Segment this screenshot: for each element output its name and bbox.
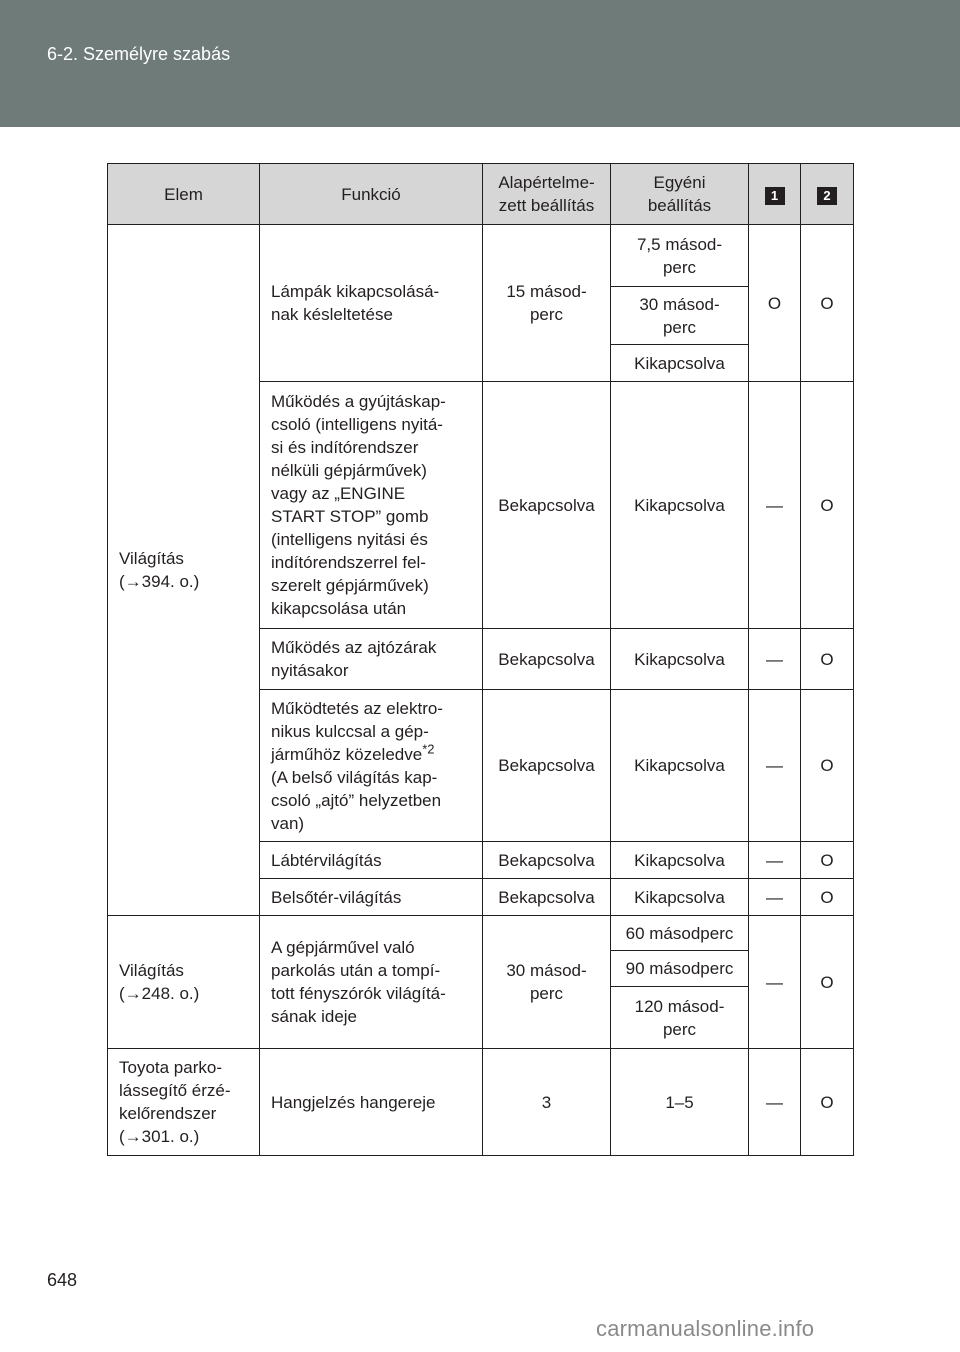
mark-2-cell: O (801, 879, 854, 916)
function-cell: Működés az ajtózárak nyitásakor (260, 629, 483, 690)
default-cell: Bekapcsolva (483, 382, 611, 629)
table-row (108, 225, 854, 287)
column-header-elem: Elem (108, 164, 260, 225)
badge-1-icon: 1 (765, 187, 785, 205)
option-cell: Kikapcsolva (611, 690, 749, 842)
default-cell: 3 (483, 1049, 611, 1156)
column-header-funkcio: Funkció (260, 164, 483, 225)
option-cell: 60 másodperc (611, 916, 749, 951)
watermark: carmanualsonline.info (596, 1316, 815, 1341)
page-header (0, 0, 960, 127)
function-cell: Lábtérvilágítás (260, 842, 483, 879)
table-header-row (108, 164, 854, 225)
mark-1-cell: — (749, 842, 801, 879)
column-header-custom-label: Egyéni beállítás (647, 173, 712, 215)
customization-table (107, 163, 854, 1156)
mark-1-cell: — (749, 382, 801, 629)
option-cell: Kikapcsolva (611, 345, 749, 382)
function-cell: Működés a gyújtáskap- csoló (intelligens nyitá- si és indítórendszer nélküli gépjárművek) vagy az „ENGINE START STOP” gomb (intelligens nyitási és indítórendszerrel fel- szerelt gépjárművek) kikapcsolása után (260, 382, 483, 629)
page-number: 648 (47, 1270, 78, 1290)
mark-2-cell: O (801, 629, 854, 690)
option-cell: Kikapcsolva (611, 629, 749, 690)
function-cell (260, 690, 483, 842)
column-header-badge-1 (749, 164, 801, 225)
item-lighting-248: Világítás (→248. o.) (108, 916, 260, 1049)
default-cell: Bekapcsolva (483, 629, 611, 690)
option-cell: Kikapcsolva (611, 879, 749, 916)
function-cell: Lámpák kikapcsolásá- nak késleltetése (260, 225, 483, 382)
default-cell: Bekapcsolva (483, 842, 611, 879)
option-cell: 90 másodperc (611, 951, 749, 987)
mark-2-cell: O (801, 1049, 854, 1156)
option-cell: 120 másod- perc (611, 987, 749, 1049)
option-cell: 1–5 (611, 1049, 749, 1156)
mark-1-cell: — (749, 879, 801, 916)
option-cell: Kikapcsolva (611, 842, 749, 879)
mark-2-cell: O (801, 916, 854, 1049)
column-header-badge-2 (801, 164, 854, 225)
mark-1-cell: O (749, 225, 801, 382)
item-lighting-394: Világítás (→394. o.) (108, 225, 260, 916)
function-cell: A gépjárművel való parkolás után a tompí- tott fényszórók világítá- sának ideje (260, 916, 483, 1049)
section-title: 6-2. Személyre szabás (47, 44, 231, 64)
default-cell: 15 másod- perc (483, 225, 611, 382)
mark-1-cell: — (749, 1049, 801, 1156)
default-cell: Bekapcsolva (483, 879, 611, 916)
mark-1-cell: — (749, 690, 801, 842)
option-cell: 7,5 másod- perc (611, 225, 749, 287)
default-cell: Bekapcsolva (483, 690, 611, 842)
function-cell: Hangjelzés hangereje (260, 1049, 483, 1156)
mark-2-cell: O (801, 842, 854, 879)
item-parking-assist: Toyota parko- lássegítő érzé- kelőrendszer (→301. o.) (108, 1049, 260, 1156)
mark-2-cell: O (801, 382, 854, 629)
function-text-pre: Működtetés az elektro- nikus kulccsal a gép- járműhöz közeledve (271, 698, 443, 764)
mark-1-cell: — (749, 916, 801, 1049)
badge-2-icon: 2 (817, 187, 837, 205)
column-header-default (483, 164, 611, 225)
mark-2-cell: O (801, 225, 854, 382)
option-cell: 30 másod- perc (611, 287, 749, 345)
option-cell: Kikapcsolva (611, 382, 749, 629)
mark-1-cell: — (749, 629, 801, 690)
function-text-post: (A belső világítás kap- csoló „ajtó” helyzetben van) (271, 767, 442, 833)
footnote-marker: *2 (422, 740, 435, 756)
function-cell: Belsőtér-világítás (260, 879, 483, 916)
default-cell: 30 másod- perc (483, 916, 611, 1049)
table-row (108, 916, 854, 951)
column-header-custom (611, 164, 749, 225)
table-row (108, 1049, 854, 1156)
column-header-default-label: Alapértelme- zett beállítás (498, 173, 595, 215)
mark-2-cell: O (801, 690, 854, 842)
